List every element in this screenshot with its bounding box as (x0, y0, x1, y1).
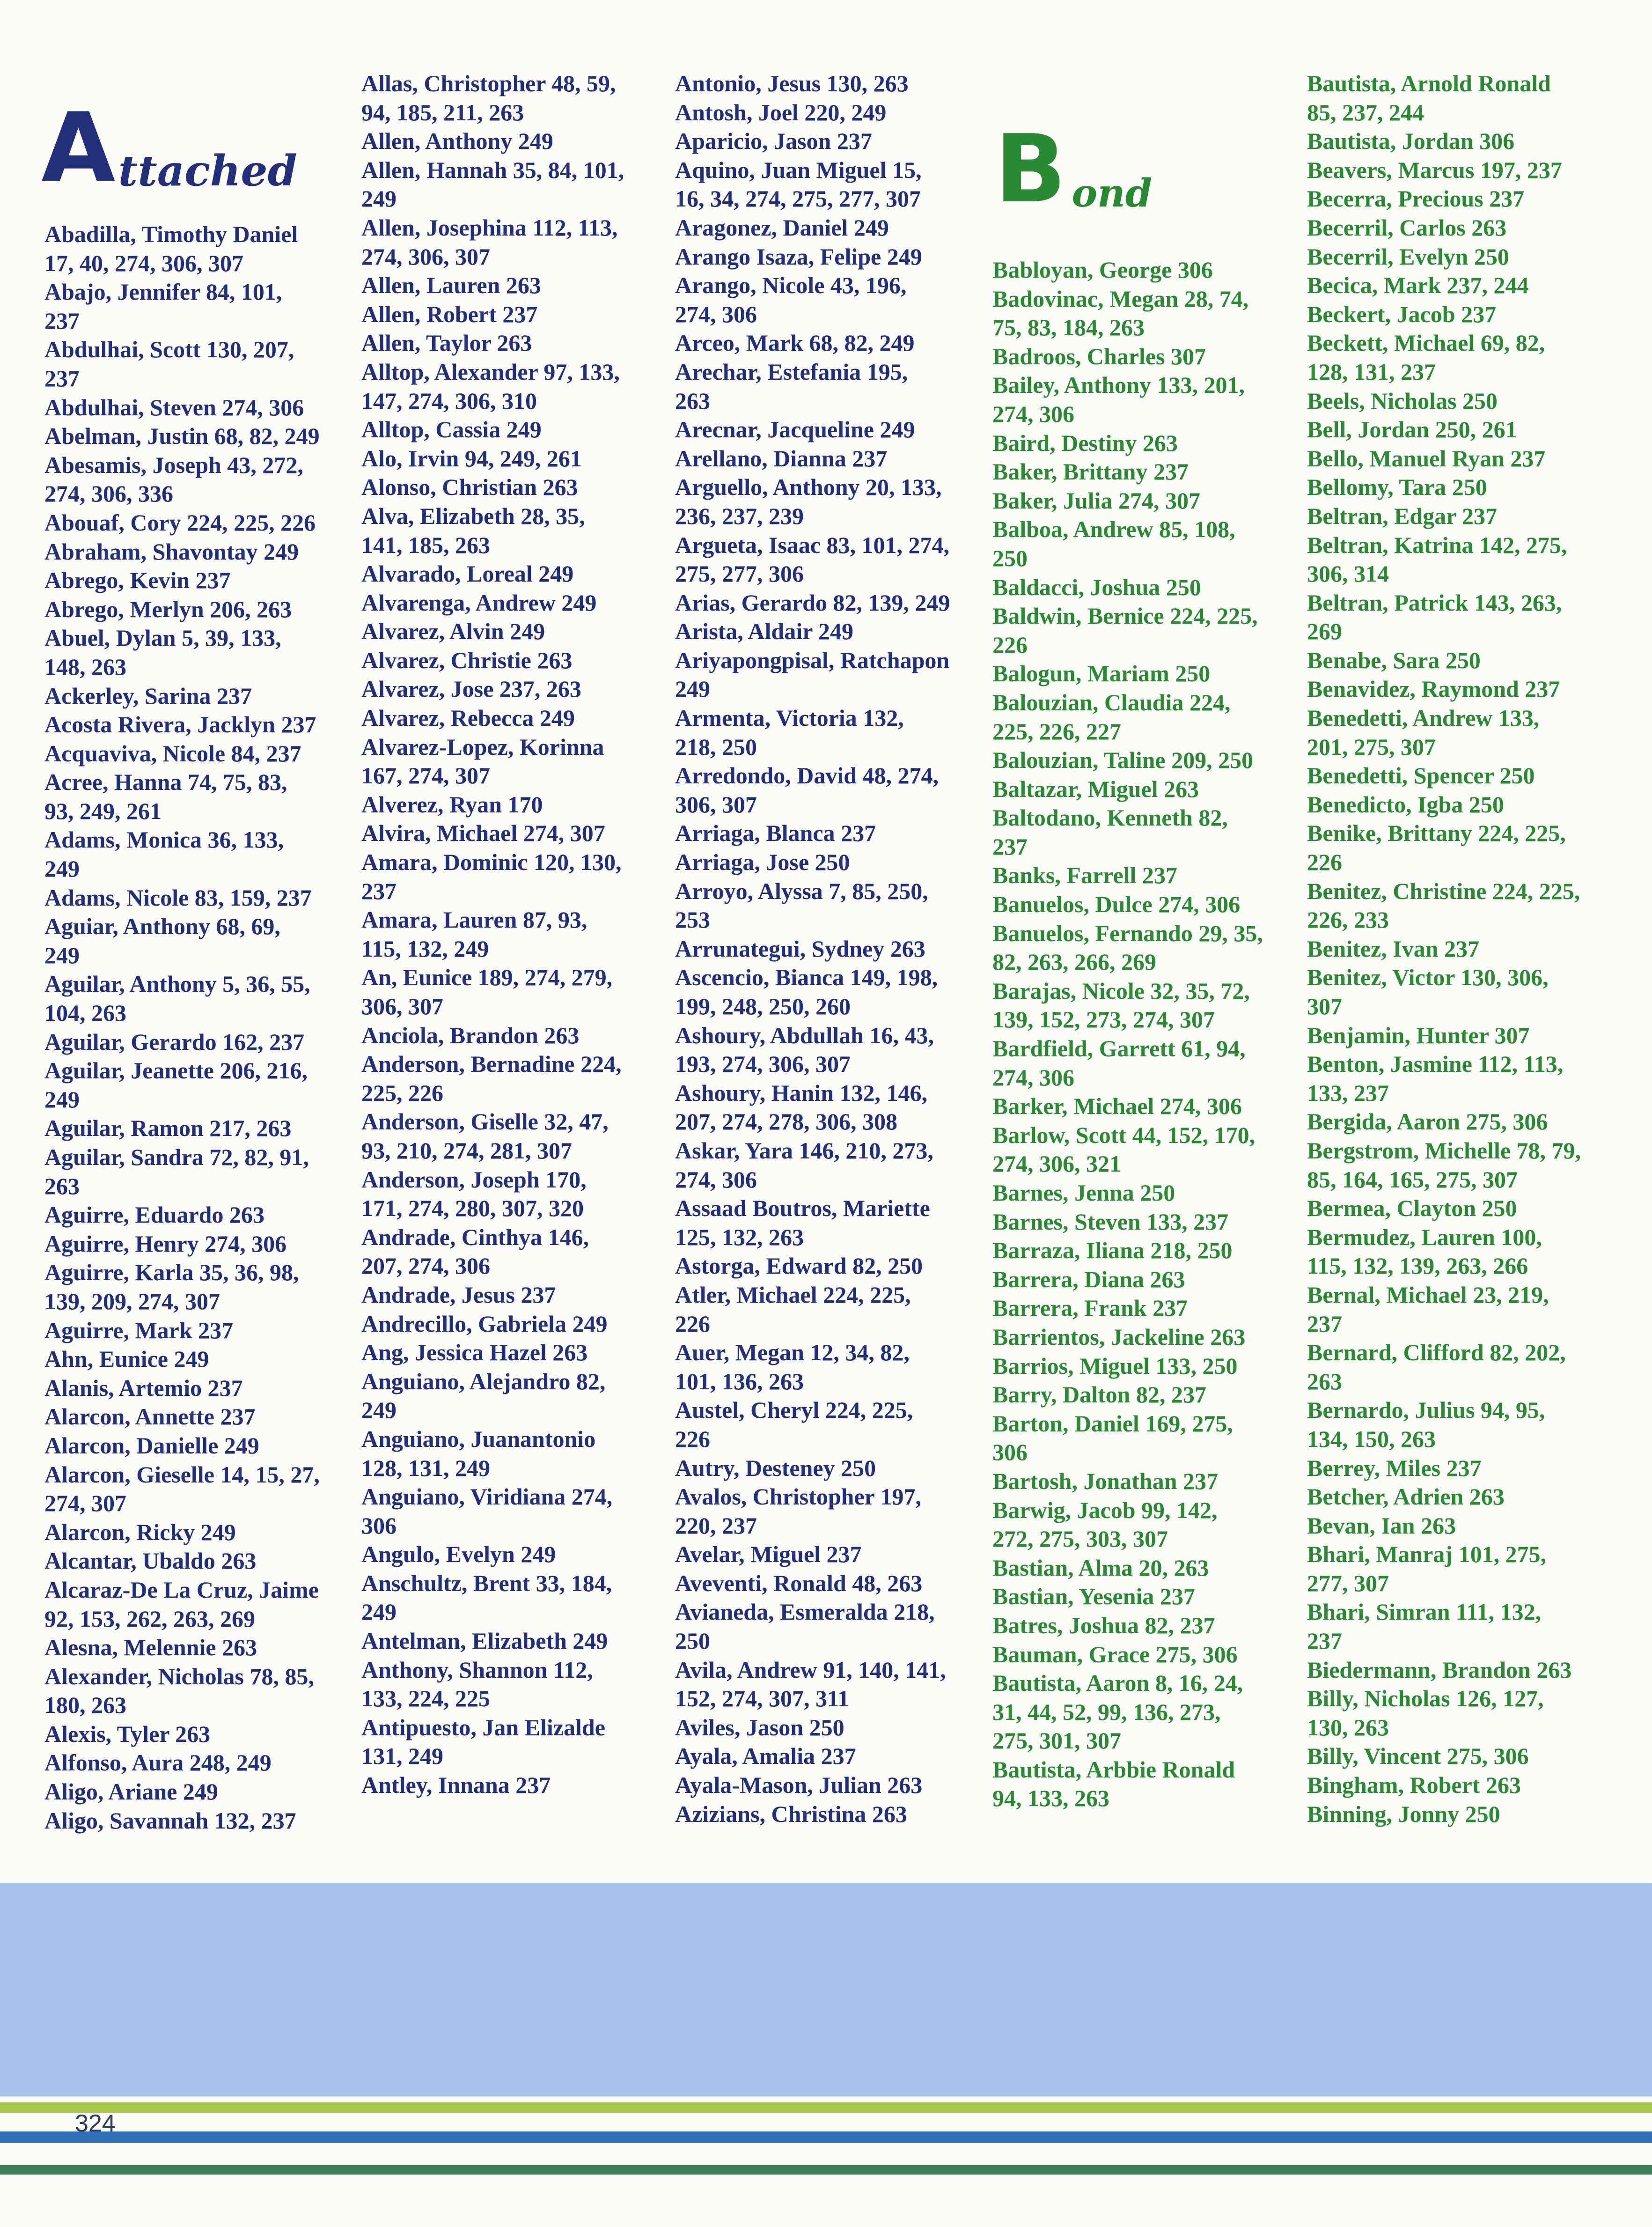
index-column-1: Abadilla, Timothy Daniel 17, 40, 274, 306, 307 Abajo, Jennifer 84, 101, 237 Abdulhai, Scott 130, 207, 237 Abdulhai, Steven 274, 306 Abelman, Justin 68, 82, 249 Abesamis, Joseph 43, 272, 274, 306, 336 Abouaf, Cory 224, 225, 226 Abraham, Shavontay 249 Abrego, Kevin 237 Abrego, Merlyn 206, 263 Abuel, Dylan 5, 39, 133, 148, 263 Ackerley, Sarina 237 Acosta Rivera, Jacklyn 237 Acquaviva, Nicole 84, 237 Acree, Hanna 74, 75, 83, 93, 249, 261 Adams, Monica 36, 133, 249 Adams, Nicole 83, 159, 237 Aguiar, Anthony 68, 69, 249 Aguilar, Anthony 5, 36, 55, 104, 263 Aguilar, Gerardo 162, 237 Aguilar, Jeanette 206, 216, 249 Aguilar, Ramon 217, 263 Aguilar, Sandra 72, 82, 91, 263 Aguirre, Eduardo 263 Aguirre, Henry 274, 306 Aguirre, Karla 35, 36, 98, 139, 209, 274, 307 Aguirre, Mark 237 Ahn, Eunice 249 Alanis, Artemio 237 Alarcon, Annette 237 Alarcon, Danielle 249 Alarcon, Gieselle 14, 15, 27, 274, 307 Alarcon, Ricky 249 Alcantar, Ubaldo 263 Alcaraz-De La Cruz, Jaime 92, 153, 262, 263, 269 Alesna, Melennie 263 Alexander, Nicholas 78, 85, 180, 263 Alexis, Tyler 263 Alfonso, Aura 248, 249 Aligo, Ariane 249 Aligo, Savannah 132, 237 (44, 221, 320, 1834)
section-a-initial: A (41, 93, 116, 204)
index-column-5: Bautista, Arnold Ronald 85, 237, 244 Bautista, Jordan 306 Beavers, Marcus 197, 237 Becerra, Precious 237 Becerril, Carlos 263 Becerril, Evelyn 250 Becica, Mark 237, 244 Beckert, Jacob 237 Beckett, Michael 69, 82, 128, 131, 237 Beels, Nicholas 250 Bell, Jordan 250, 261 Bello, Manuel Ryan 237 Bellomy, Tara 250 Beltran, Edgar 237 Beltran, Katrina 142, 275, 306, 314 Beltran, Patrick 143, 263, 269 Benabe, Sara 250 Benavidez, Raymond 237 Benedetti, Andrew 133, 201, 275, 307 Benedetti, Spencer 250 Benedicto, Igba 250 Benike, Brittany 224, 225, 226 Benitez, Christine 224, 225, 226, 233 Benitez, Ivan 237 Benitez, Victor 130, 306, 307 Benjamin, Hunter 307 Benton, Jasmine 112, 113, 133, 237 Bergida, Aaron 275, 306 Bergstrom, Michelle 78, 79, 85, 164, 165, 275, 307 Bermea, Clayton 250 Bermudez, Lauren 100, 115, 132, 139, 263, 266 Bernal, Michael 23, 219, 237 Bernard, Clifford 82, 202, 263 Bernardo, Julius 94, 95, 134, 150, 263 Berrey, Miles 237 Betcher, Adrien 263 Bevan, Ian 263 Bhari, Manraj 101, 275, 277, 307 Bhari, Simran 111, 132, 237 Biedermann, Brandon 263 Billy, Nicholas 126, 127, 130, 263 Billy, Vincent 275, 306 Bingham, Robert 263 Binning, Jonny 250 (1307, 70, 1581, 1827)
section-b-heading (995, 115, 1153, 224)
index-column-2: Allas, Christopher 48, 59, 94, 185, 211, 263 Allen, Anthony 249 Allen, Hannah 35, 84, 101, 249 Allen, Josephina 112, 113, 274, 306, 307 Allen, Lauren 263 Allen, Robert 237 Allen, Taylor 263 Alltop, Alexander 97, 133, 147, 274, 306, 310 Alltop, Cassia 249 Alo, Irvin 94, 249, 261 Alonso, Christian 263 Alva, Elizabeth 28, 35, 141, 185, 263 Alvarado, Loreal 249 Alvarenga, Andrew 249 Alvarez, Alvin 249 Alvarez, Christie 263 Alvarez, Jose 237, 263 Alvarez, Rebecca 249 Alvarez-Lopez, Korinna 167, 274, 307 Alverez, Ryan 170 Alvira, Michael 274, 307 Amara, Dominic 120, 130, 237 Amara, Lauren 87, 93, 115, 132, 249 An, Eunice 189, 274, 279, 306, 307 Anciola, Brandon 263 Anderson, Bernadine 224, 225, 226 Anderson, Giselle 32, 47, 93, 210, 274, 281, 307 Anderson, Joseph 170, 171, 274, 280, 307, 320 Andrade, Cinthya 146, 207, 274, 306 Andrade, Jesus 237 Andrecillo, Gabriela 249 Ang, Jessica Hazel 263 Anguiano, Alejandro 82, 249 Anguiano, Juanantonio 128, 131, 249 Anguiano, Viridiana 274, 306 Angulo, Evelyn 249 Anschultz, Brent 33, 184, 249 Antelman, Elizabeth 249 Anthony, Shannon 112, 133, 224, 225 Antipuesto, Jan Elizalde 131, 249 Antley, Innana 237 (361, 70, 624, 1799)
index-column-3: Antonio, Jesus 130, 263 Antosh, Joel 220, 249 Aparicio, Jason 237 Aquino, Juan Miguel 15, 16, 34, 274, 275, 277, 307 Aragonez, Daniel 249 Arango Isaza, Felipe 249 Arango, Nicole 43, 196, 274, 306 Arceo, Mark 68, 82, 249 Arechar, Estefania 195, 263 Arecnar, Jacqueline 249 Arellano, Dianna 237 Arguello, Anthony 20, 133, 236, 237, 239 Argueta, Isaac 83, 101, 274, 275, 277, 306 Arias, Gerardo 82, 139, 249 Arista, Aldair 249 Ariyapongpisal, Ratchapon 249 Armenta, Victoria 132, 218, 250 Arredondo, David 48, 274, 306, 307 Arriaga, Blanca 237 Arriaga, Jose 250 Arroyo, Alyssa 7, 85, 250, 253 Arrunategui, Sydney 263 Ascencio, Bianca 149, 198, 199, 248, 250, 260 Ashoury, Abdullah 16, 43, 193, 274, 306, 307 Ashoury, Hanin 132, 146, 207, 274, 278, 306, 308 Askar, Yara 146, 210, 273, 274, 306 Assaad Boutros, Mariette 125, 132, 263 Astorga, Edward 82, 250 Atler, Michael 224, 225, 226 Auer, Megan 12, 34, 82, 101, 136, 263 Austel, Cheryl 224, 225, 226 Autry, Desteney 250 Avalos, Christopher 197, 220, 237 Avelar, Miguel 237 Aveventi, Ronald 48, 263 Avianeda, Esmeralda 218, 250 Avila, Andrew 91, 140, 141, 152, 274, 307, 311 Aviles, Jason 250 Ayala, Amalia 237 Ayala-Mason, Julian 263 Azizians, Christina 263 (675, 70, 950, 1827)
footer-band (0, 1883, 1652, 2096)
footer-stripe-green (0, 2165, 1652, 2175)
section-a-word: ttached (118, 146, 297, 196)
index-column-4: Babloyan, George 306 Badovinac, Megan 28, 74, 75, 83, 184, 263 Badroos, Charles 307 Bailey, Anthony 133, 201, 274, 306 Baird, Destiny 263 Baker, Brittany 237 Baker, Julia 274, 307 Balboa, Andrew 85, 108, 250 Baldacci, Joshua 250 Baldwin, Bernice 224, 225, 226 Balogun, Mariam 250 Balouzian, Claudia 224, 225, 226, 227 Balouzian, Taline 209, 250 Baltazar, Miguel 263 Baltodano, Kenneth 82, 237 Banks, Farrell 237 Banuelos, Dulce 274, 306 Banuelos, Fernando 29, 35, 82, 263, 266, 269 Barajas, Nicole 32, 35, 72, 139, 152, 273, 274, 307 Bardfield, Garrett 61, 94, 274, 306 Barker, Michael 274, 306 Barlow, Scott 44, 152, 170, 274, 306, 321 Barnes, Jenna 250 Barnes, Steven 133, 237 Barraza, Iliana 218, 250 Barrera, Diana 263 Barrera, Frank 237 Barrientos, Jackeline 263 Barrios, Miguel 133, 250 Barry, Dalton 82, 237 Barton, Daniel 169, 275, 306 Bartosh, Jonathan 237 Barwig, Jacob 99, 142, 272, 275, 303, 307 Bastian, Alma 20, 263 Bastian, Yesenia 237 Batres, Joshua 82, 237 Bauman, Grace 275, 306 Bautista, Aaron 8, 16, 24, 31, 44, 52, 99, 136, 273, 275, 301, 307 Bautista, Arbbie Ronald 94, 133, 263 (992, 257, 1263, 1812)
footer-stripe-lime (0, 2102, 1652, 2113)
section-a-heading (41, 93, 297, 204)
footer-stripe-blue (0, 2131, 1652, 2143)
section-b-initial: B (995, 115, 1066, 224)
section-b-word: ond (1072, 171, 1153, 216)
page-number: 324 (75, 2110, 116, 2137)
